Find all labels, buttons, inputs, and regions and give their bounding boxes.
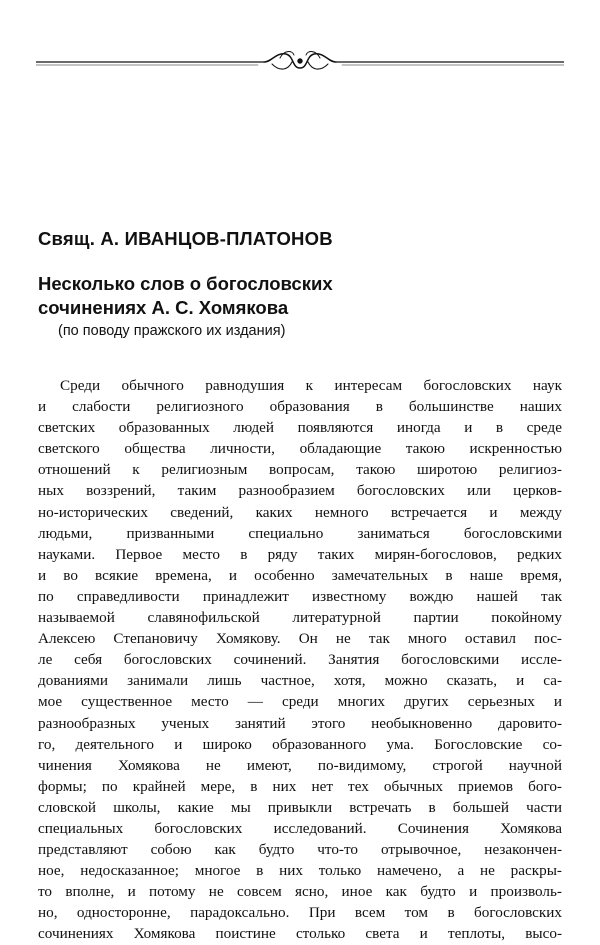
text-line: дованиями занимали лишь частное, хотя, можно сказать, и са- xyxy=(38,672,562,690)
text-line: Алексею Степановичу Хомякову. Он не так много оставил пос- xyxy=(38,630,562,648)
text-line: представляют собою как будто что-то отрывочное, незакончен- xyxy=(38,841,562,859)
text-line: го, деятельного и широко образованного ума. Богословские со- xyxy=(38,735,562,753)
text-line: разнообразных ученых занятий этого необыкновенно даровито- xyxy=(38,714,562,732)
text-line: ное, недосказанное; многое в них только намечено, а не раскры- xyxy=(38,862,562,880)
text-line: и во всякие времена, и особенно замечательных в наше время, xyxy=(38,566,562,584)
text-line: специальных богословских исследований. Сочинения Хомякова xyxy=(38,819,562,837)
text-line: мое существенное место — среди многих других серьезных и xyxy=(38,693,562,711)
flourish-divider-icon xyxy=(36,46,564,76)
text-line: Среди обычного равнодушия к интересам богословских наук xyxy=(60,377,562,394)
text-line: сочинениях Хомякова поистине столько света и теплоты, высо- xyxy=(38,925,562,943)
text-line: но-исторических сведений, каких немного встречается и между xyxy=(38,503,562,521)
title-line: сочинениях А. С. Хомякова xyxy=(38,297,289,318)
text-line: чинения Хомякова не имеют, по-видимому, строгой научной xyxy=(38,756,562,774)
text-line: то вполне, и потому не совсем ясно, иное как будто и произволь- xyxy=(38,883,562,901)
text-line: и слабости религиозного образования в большинстве наших xyxy=(38,398,562,416)
text-line: светских образованных людей появляются иногда и в среде xyxy=(38,419,562,437)
text-line: светского общества личности, обладающие такою искренностью xyxy=(38,440,562,458)
text-line: науками. Первое место в ряду таких мирян-богословов, редких xyxy=(38,545,562,563)
text-line: словской школы, какие мы привыкли встречать в большей части xyxy=(38,798,562,816)
title-line: Несколько слов о богословских xyxy=(38,273,333,294)
text-line: людьми, призванными специально заниматься богословскими xyxy=(38,524,562,542)
text-line: формы; по крайней мере, в них нет тех обычных приемов бого- xyxy=(38,777,562,795)
text-line: но, односторонне, парадоксально. При всем том в богословских xyxy=(38,904,562,922)
text-line: по справедливости принадлежит известному вождю нашей так xyxy=(38,587,562,605)
text-line: ле себя богословских сочинений. Занятия богословскими иссле- xyxy=(38,651,562,669)
body-paragraph xyxy=(38,375,562,945)
article-subtitle: (по поводу пражского их издания) xyxy=(58,323,286,339)
article-title xyxy=(38,272,458,320)
author-heading: Свящ. А. ИВАНЦОВ-ПЛАТОНОВ xyxy=(38,228,333,249)
text-line: отношений к религиозным вопросам, такою широтою религиоз- xyxy=(38,461,562,479)
text-line: называемой славянофильской литературной партии покойному xyxy=(38,609,562,627)
text-line: ных воззрений, таким разнообразием богословских или церков- xyxy=(38,482,562,500)
